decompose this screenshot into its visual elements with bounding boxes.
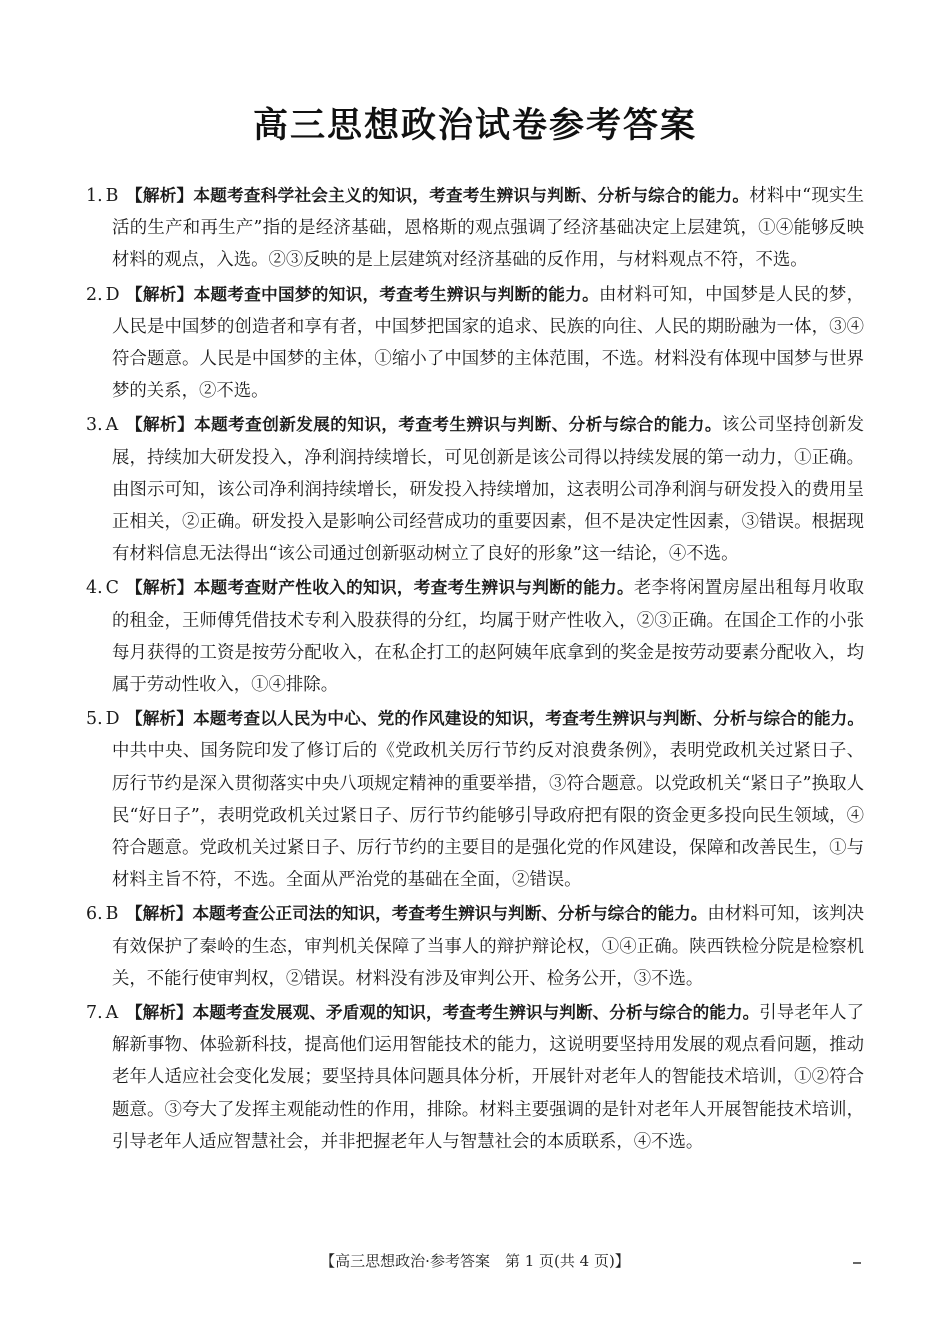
question-number: 3. [86, 415, 103, 436]
answer-lead: 【解析】本题考查创新发展的知识，考查考生辨识与判断、分析与综合的能力。 [126, 415, 722, 435]
answer-explanation [112, 180, 864, 277]
question-number: 5. [86, 709, 103, 730]
answer-text: 引导老年人了解新事物、体验新科技，提高他们运用智能技术的能力，这说明要坚持用发展的观点看问题，推动老年人适应社会变化发展；要坚持具体问题具体分析，开展针对老年人的智能技术培训，①②符合题意。③夸大了发挥主观能动性的作用，排除。材料主要强调的是针对老年人开展智能技术培训，引导老年人适应智慧社会，并非把握老年人与智慧社会的本质联系，④不选。 [112, 1003, 864, 1152]
answer-option: D [105, 284, 120, 305]
question-number: 4. [86, 578, 103, 599]
answer-item-2 [86, 279, 864, 408]
question-number: 6. [86, 904, 103, 925]
answer-lead: 【解析】本题考查公正司法的知识，考查考生辨识与判断、分析与综合的能力。 [126, 904, 708, 924]
answer-option: B [105, 186, 119, 206]
answer-item-5 [86, 703, 864, 896]
answer-text: 老李将闲置房屋出租每月收取的租金，王师傅凭借技术专利入股获得的分红，均属于财产性收入，②③正确。在国企工作的小张每月获得的工资是按劳分配收入，在私企打工的赵阿姨年底拿到的奖金是按劳动要素分配收入，均属于劳动性收入，①④排除。 [112, 578, 864, 696]
question-number: 1. [86, 186, 103, 206]
answer-text: 中共中央、国务院印发了修订后的《党政机关厉行节约反对浪费条例》，表明党政机关过紧日子、厉行节约是深入贯彻落实中央八项规定精神的重要举措，③符合题意。以党政机关“紧日子”换取人民“好日子”，表明党政机关过紧日子、厉行节约能够引导政府把有限的资金更多投向民生领域，④符合题意。党政机关过紧日子、厉行节约的主要目的是强化党的作风建设，保障和改善民生，①与材料主旨不符，不选。全面从严治党的基础在全面，②错误。 [112, 741, 864, 891]
answer-explanation [112, 997, 864, 1158]
answer-option: A [105, 1003, 119, 1024]
answer-item-4 [86, 572, 864, 701]
answer-option: C [105, 578, 119, 599]
page-title: 高三思想政治试卷参考答案 [252, 106, 697, 146]
answer-explanation [112, 898, 864, 995]
answer-list [86, 180, 864, 1158]
answer-option: B [105, 904, 119, 925]
answer-lead: 【解析】本题考查科学社会主义的知识，考查考生辨识与判断、分析与综合的能力。 [126, 186, 750, 205]
answer-item-6 [86, 898, 864, 995]
answer-explanation [112, 572, 864, 701]
answer-option: A [105, 415, 119, 436]
answer-text: 该公司坚持创新发展，持续加大研发投入，净利润持续增长，可见创新是该公司得以持续发展的第一动力，①正确。由图示可知，该公司净利润持续增长，研发投入持续增加，这表明公司净利润与研发投入的费用呈正相关，②正确。研发投入是影响公司经营成功的重要因素，但不是决定性因素，③错误。根据现有材料信息无法得出“该公司通过创新驱动树立了良好的形象”这一结论，④不选。 [112, 415, 864, 565]
answer-lead: 【解析】本题考查以人民为中心、党的作风建设的知识，考查考生辨识与判断、分析与综合的能力。 [126, 709, 864, 729]
answer-lead: 【解析】本题考查财产性收入的知识，考查考生辨识与判断的能力。 [126, 578, 634, 598]
answer-lead: 【解析】本题考查发展观、矛盾观的知识，考查考生辨识与判断、分析与综合的能力。 [126, 1003, 760, 1023]
answer-explanation [112, 409, 864, 570]
answer-option: D [105, 709, 120, 730]
page-footer: 【高三思想政治·参考答案 第 1 页(共 4 页)】 [320, 1252, 630, 1270]
corner-mark [853, 1262, 861, 1264]
answer-item-1 [86, 180, 864, 277]
answer-text: 由材料可知，该判决有效保护了秦岭的生态，审判机关保障了当事人的辩护辩论权，①④正确。陕西铁检分院是检察机关，不能行使审判权，②错误。材料没有涉及审判公开、检务公开，③不选。 [112, 904, 864, 989]
question-number: 2. [86, 284, 103, 305]
answer-text: 由材料可知，中国梦是人民的梦，人民是中国梦的创造者和享有者，中国梦把国家的追求、民族的向往、人民的期盼融为一体，③④符合题意。人民是中国梦的主体，①缩小了中国梦的主体范围，不选。材料没有体现中国梦与世界梦的关系，②不选。 [112, 284, 864, 402]
answer-lead: 【解析】本题考查中国梦的知识，考查考生辨识与判断的能力。 [126, 284, 599, 304]
answer-item-7 [86, 997, 864, 1158]
answer-text: 材料中“现实生活的生产和再生产”指的是经济基础，恩格斯的观点强调了经济基础决定上层建筑，①④能够反映材料的观点，入选。②③反映的是上层建筑对经济基础的反作用，与材料观点不符，不选。 [112, 186, 864, 271]
answer-item-3 [86, 409, 864, 570]
answer-explanation [112, 279, 864, 408]
answer-explanation [112, 703, 864, 896]
question-number: 7. [86, 1003, 103, 1024]
